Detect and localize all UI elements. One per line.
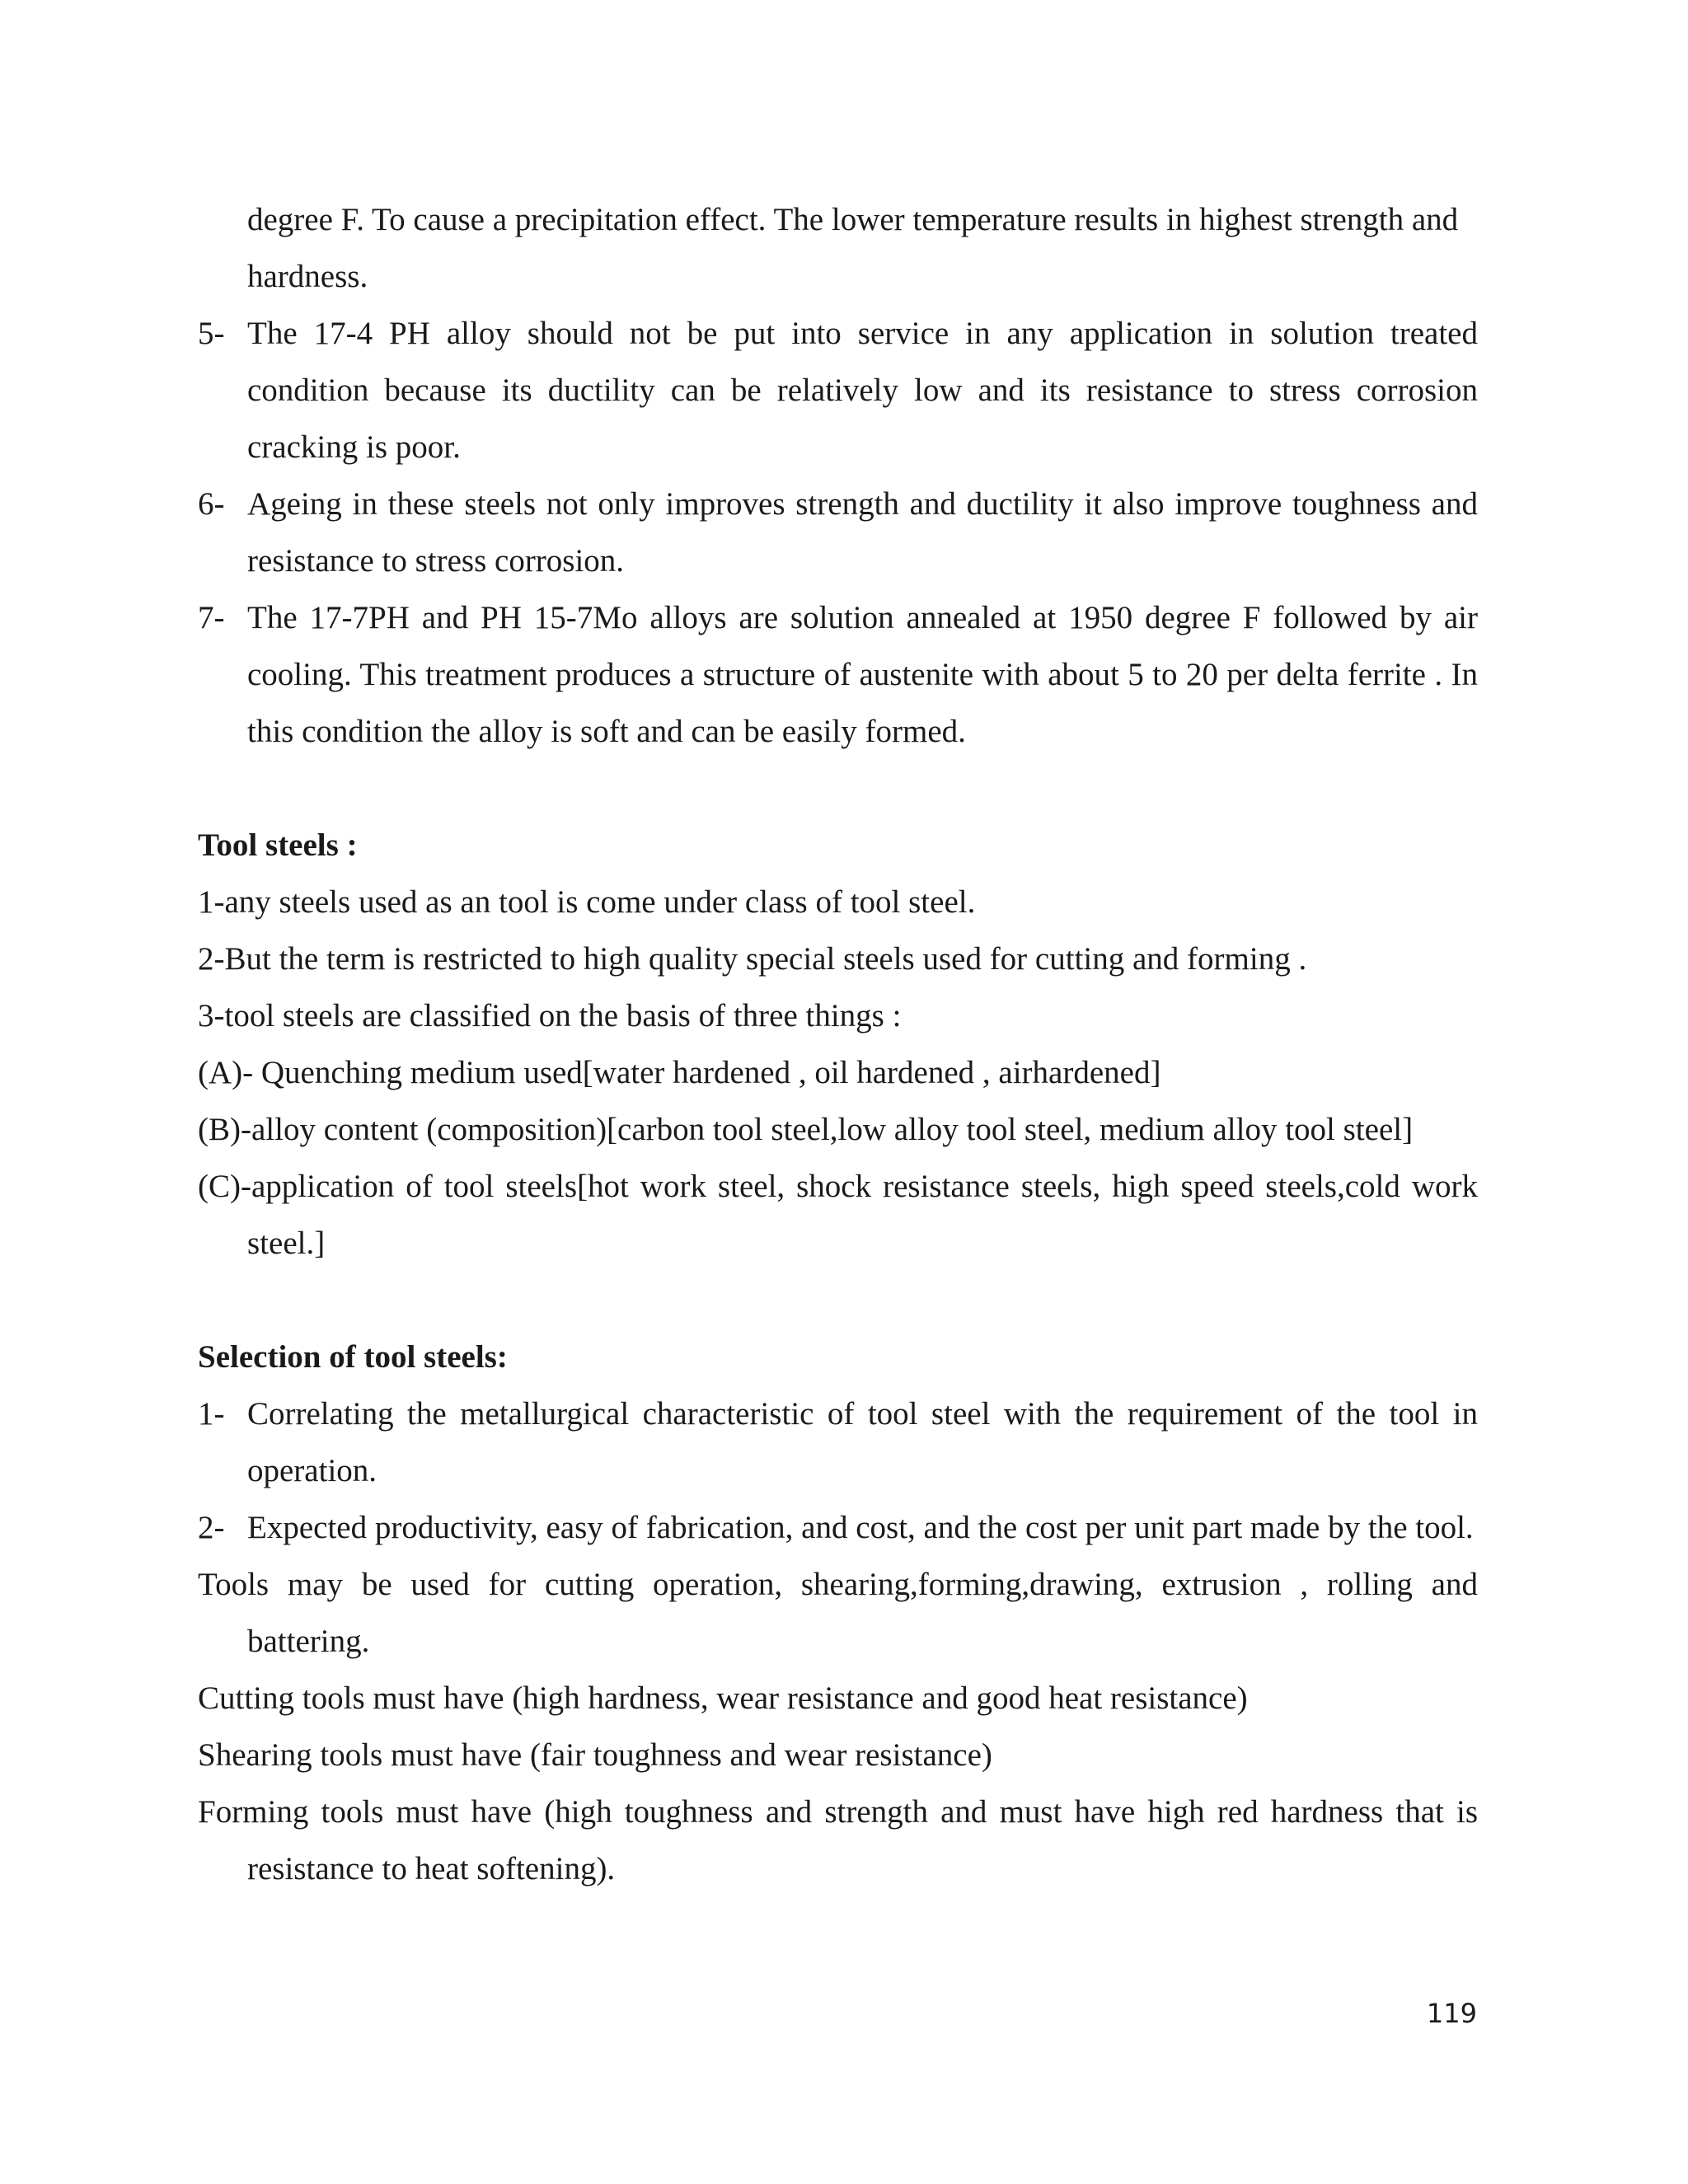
text-line: (C)-application of tool steels[hot work steel, shock resistance steels, high speed steels,cold work steel.]	[198, 1169, 1478, 1261]
text-line: 3-tool steels are classified on the basis of three things :	[198, 998, 902, 1033]
text-line: Forming tools must have (high toughness and strength and must have high red hardness that is resistance to heat softening).	[198, 1794, 1478, 1886]
list-item	[198, 305, 1478, 476]
list-text: The 17-4 PH alloy should not be put into service in any application in solution treated condition because its ductility can be relatively low and its resistance to stress corrosion cracking is poor.	[247, 316, 1478, 465]
list-number: 6-	[198, 486, 225, 522]
page-body	[198, 191, 1478, 1897]
section-gap	[198, 1272, 1478, 1329]
list-item	[198, 1385, 1478, 1499]
list-item	[198, 589, 1478, 760]
text-line: Tools may be used for cutting operation, shearing,forming,drawing, extrusion , rolling and battering.	[198, 1567, 1478, 1659]
list-text: Ageing in these steels not only improves strength and ductility it also improve toughness and resistance to stress corrosion.	[247, 486, 1478, 579]
list-item	[198, 476, 1478, 589]
text-line: Shearing tools must have (fair toughness and wear resistance)	[198, 1737, 992, 1773]
list-text: The 17-7PH and PH 15-7Mo alloys are solution annealed at 1950 degree F followed by air cooling. This treatment produces a structure of austenite with about 5 to 20 per delta ferrite . In this condition the alloy is soft and can be easily formed.	[247, 600, 1478, 749]
list-number: 2-	[198, 1510, 225, 1545]
section-heading-selection: Selection of tool steels:	[198, 1339, 508, 1375]
text-line: (B)-alloy content (composition)[carbon tool steel,low alloy tool steel, medium alloy tool steel]	[198, 1112, 1414, 1147]
list-number: 7-	[198, 600, 225, 635]
text-line: 1-any steels used as an tool is come under class of tool steel.	[198, 884, 976, 920]
section-heading-tool-steels: Tool steels :	[198, 827, 358, 863]
text-line: 2-But the term is restricted to high quality special steels used for cutting and forming .	[198, 941, 1307, 977]
list-number: 1-	[198, 1396, 225, 1432]
list-number: 5-	[198, 316, 225, 351]
list-text: Correlating the metallurgical characteristic of tool steel with the requirement of the tool in operation.	[247, 1396, 1478, 1488]
list-text: Expected productivity, easy of fabrication, and cost, and the cost per unit part made by the tool.	[247, 1510, 1474, 1545]
page-number: 119	[1426, 1998, 1477, 2029]
section-gap	[198, 760, 1478, 817]
intro-continuation: degree F. To cause a precipitation effect. The lower temperature results in highest strength and hardness.	[247, 202, 1459, 294]
text-line: Cutting tools must have (high hardness, wear resistance and good heat resistance)	[198, 1680, 1248, 1716]
text-line: (A)- Quenching medium used[water hardened , oil hardened , airhardened]	[198, 1055, 1161, 1090]
list-item	[198, 1499, 1478, 1556]
